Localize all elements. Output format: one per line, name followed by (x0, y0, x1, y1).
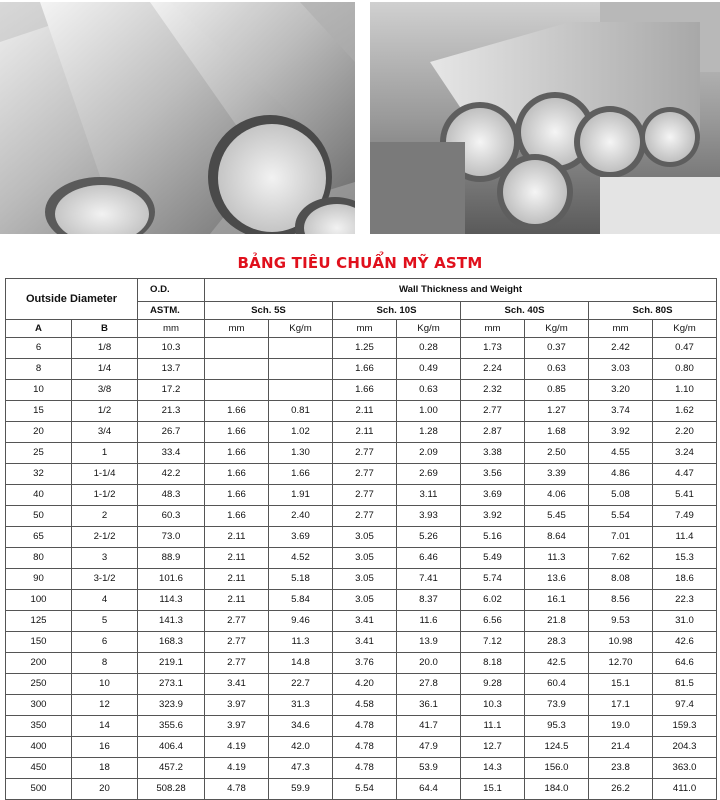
cell-od: 21.3 (138, 401, 205, 422)
cell-sch80s-kg: 0.80 (653, 359, 717, 380)
cell-od: 406.4 (138, 737, 205, 758)
cell-sch5s-mm: 1.66 (205, 443, 269, 464)
cell-b: 12 (72, 695, 138, 716)
cell-b: 5 (72, 611, 138, 632)
cell-b: 1-1/4 (72, 464, 138, 485)
cell-sch10s-kg: 7.41 (397, 569, 461, 590)
cell-b: 3 (72, 548, 138, 569)
table-row (6, 758, 717, 779)
table-row (6, 464, 717, 485)
cell-sch10s-mm: 3.05 (333, 569, 397, 590)
cell-sch40s-kg: 8.64 (525, 527, 589, 548)
cell-sch40s-mm: 14.3 (461, 758, 525, 779)
cell-sch80s-mm: 8.56 (589, 590, 653, 611)
table-row (6, 485, 717, 506)
cell-sch80s-mm: 21.4 (589, 737, 653, 758)
table-row (6, 380, 717, 401)
cell-sch40s-kg: 13.6 (525, 569, 589, 590)
cell-b: 18 (72, 758, 138, 779)
cell-sch80s-kg: 159.3 (653, 716, 717, 737)
cell-sch80s-kg: 31.0 (653, 611, 717, 632)
table-row (6, 674, 717, 695)
cell-sch5s-kg (269, 380, 333, 401)
cell-a: 8 (6, 359, 72, 380)
cell-sch40s-mm: 3.69 (461, 485, 525, 506)
cell-sch5s-mm: 2.11 (205, 569, 269, 590)
cell-od: 26.7 (138, 422, 205, 443)
sch-40s-mm-header: mm (461, 320, 525, 338)
cell-sch80s-mm: 10.98 (589, 632, 653, 653)
cell-sch40s-kg: 1.68 (525, 422, 589, 443)
sch-10s-header: Sch. 10S (333, 302, 461, 320)
cell-a: 350 (6, 716, 72, 737)
cell-sch5s-mm: 1.66 (205, 401, 269, 422)
cell-sch80s-mm: 23.8 (589, 758, 653, 779)
astm-header: ASTM. (138, 302, 205, 320)
cell-od: 33.4 (138, 443, 205, 464)
cell-sch10s-mm: 4.78 (333, 758, 397, 779)
cell-sch10s-mm: 3.41 (333, 632, 397, 653)
cell-sch80s-kg: 0.47 (653, 338, 717, 359)
cell-sch5s-mm: 1.66 (205, 422, 269, 443)
photo-strip (0, 0, 720, 240)
cell-sch10s-kg: 0.49 (397, 359, 461, 380)
cell-sch10s-kg: 3.11 (397, 485, 461, 506)
cell-sch40s-mm: 5.74 (461, 569, 525, 590)
table-row (6, 632, 717, 653)
cell-sch40s-mm: 11.1 (461, 716, 525, 737)
cell-a: 6 (6, 338, 72, 359)
table-row (6, 548, 717, 569)
cell-sch40s-kg: 16.1 (525, 590, 589, 611)
cell-sch80s-kg: 11.4 (653, 527, 717, 548)
cell-sch5s-kg (269, 359, 333, 380)
cell-sch40s-mm: 1.73 (461, 338, 525, 359)
cell-sch40s-kg: 4.06 (525, 485, 589, 506)
cell-sch80s-kg: 1.10 (653, 380, 717, 401)
cell-sch40s-kg: 0.37 (525, 338, 589, 359)
sch-80s-kg-header: Kg/m (653, 320, 717, 338)
cell-sch5s-kg: 34.6 (269, 716, 333, 737)
cell-a: 25 (6, 443, 72, 464)
cell-sch40s-mm: 9.28 (461, 674, 525, 695)
cell-sch40s-mm: 6.56 (461, 611, 525, 632)
cell-sch10s-mm: 5.54 (333, 779, 397, 800)
sch-80s-header: Sch. 80S (589, 302, 717, 320)
cell-sch40s-mm: 6.02 (461, 590, 525, 611)
cell-sch40s-mm: 8.18 (461, 653, 525, 674)
cell-sch10s-mm: 3.76 (333, 653, 397, 674)
cell-od: 60.3 (138, 506, 205, 527)
cell-b: 20 (72, 779, 138, 800)
cell-od: 219.1 (138, 653, 205, 674)
cell-sch40s-kg: 1.27 (525, 401, 589, 422)
cell-b: 1 (72, 443, 138, 464)
cell-sch10s-mm: 2.77 (333, 506, 397, 527)
cell-b: 3/8 (72, 380, 138, 401)
cell-sch10s-kg: 1.28 (397, 422, 461, 443)
table-row (6, 527, 717, 548)
cell-sch80s-mm: 8.08 (589, 569, 653, 590)
cell-sch40s-kg: 2.50 (525, 443, 589, 464)
cell-b: 1/8 (72, 338, 138, 359)
cell-sch10s-kg: 8.37 (397, 590, 461, 611)
wall-thickness-header: Wall Thickness and Weight (205, 279, 717, 302)
cell-sch10s-mm: 1.25 (333, 338, 397, 359)
cell-od: 48.3 (138, 485, 205, 506)
cell-sch80s-mm: 4.86 (589, 464, 653, 485)
sch-10s-kg-header: Kg/m (397, 320, 461, 338)
cell-od: 355.6 (138, 716, 205, 737)
cell-a: 500 (6, 779, 72, 800)
cell-sch40s-mm: 2.24 (461, 359, 525, 380)
sch-40s-kg-header: Kg/m (525, 320, 589, 338)
cell-sch5s-mm: 1.66 (205, 506, 269, 527)
cell-sch80s-mm: 5.54 (589, 506, 653, 527)
cell-sch10s-kg: 5.26 (397, 527, 461, 548)
cell-od: 273.1 (138, 674, 205, 695)
cell-od: 114.3 (138, 590, 205, 611)
cell-sch5s-kg: 1.91 (269, 485, 333, 506)
cell-od: 88.9 (138, 548, 205, 569)
table-title: BẢNG TIÊU CHUẨN MỸ ASTM (237, 254, 483, 272)
cell-sch10s-mm: 2.77 (333, 464, 397, 485)
cell-sch80s-mm: 3.03 (589, 359, 653, 380)
cell-sch80s-mm: 9.53 (589, 611, 653, 632)
cell-sch40s-mm: 3.38 (461, 443, 525, 464)
cell-sch5s-kg: 11.3 (269, 632, 333, 653)
cell-sch80s-mm: 19.0 (589, 716, 653, 737)
cell-sch40s-kg: 124.5 (525, 737, 589, 758)
cell-sch80s-kg: 3.24 (653, 443, 717, 464)
cell-od: 13.7 (138, 359, 205, 380)
cell-a: 32 (6, 464, 72, 485)
cell-sch5s-kg: 1.30 (269, 443, 333, 464)
cell-sch40s-kg: 73.9 (525, 695, 589, 716)
cell-sch10s-mm: 1.66 (333, 380, 397, 401)
table-row (6, 422, 717, 443)
cell-sch10s-kg: 0.63 (397, 380, 461, 401)
cell-sch80s-mm: 3.20 (589, 380, 653, 401)
cell-sch10s-kg: 3.93 (397, 506, 461, 527)
cell-a: 150 (6, 632, 72, 653)
cell-sch80s-mm: 3.74 (589, 401, 653, 422)
cell-sch5s-mm (205, 380, 269, 401)
cell-sch5s-kg: 1.02 (269, 422, 333, 443)
cell-sch40s-mm: 15.1 (461, 779, 525, 800)
cell-sch5s-kg: 42.0 (269, 737, 333, 758)
cell-sch10s-kg: 1.00 (397, 401, 461, 422)
cell-a: 10 (6, 380, 72, 401)
cell-od: 10.3 (138, 338, 205, 359)
cell-sch80s-mm: 12.70 (589, 653, 653, 674)
cell-sch40s-kg: 5.45 (525, 506, 589, 527)
cell-a: 15 (6, 401, 72, 422)
cell-sch10s-mm: 2.77 (333, 443, 397, 464)
cell-sch10s-mm: 2.11 (333, 422, 397, 443)
table-body (6, 338, 717, 800)
cell-sch10s-kg: 53.9 (397, 758, 461, 779)
table-row (6, 338, 717, 359)
cell-sch80s-kg: 5.41 (653, 485, 717, 506)
cell-a: 250 (6, 674, 72, 695)
cell-sch5s-mm: 3.97 (205, 716, 269, 737)
cell-b: 6 (72, 632, 138, 653)
cell-sch80s-kg: 97.4 (653, 695, 717, 716)
cell-sch5s-mm (205, 338, 269, 359)
cell-sch10s-mm: 2.77 (333, 485, 397, 506)
cell-sch10s-kg: 6.46 (397, 548, 461, 569)
cell-sch80s-kg: 7.49 (653, 506, 717, 527)
astm-pipe-spec-table (5, 278, 717, 800)
cell-a: 400 (6, 737, 72, 758)
cell-a: 450 (6, 758, 72, 779)
cell-a: 200 (6, 653, 72, 674)
cell-sch5s-mm: 4.19 (205, 737, 269, 758)
cell-sch5s-kg: 1.66 (269, 464, 333, 485)
cell-sch10s-mm: 4.78 (333, 737, 397, 758)
cell-sch10s-mm: 4.58 (333, 695, 397, 716)
cell-sch5s-kg: 0.81 (269, 401, 333, 422)
cell-sch40s-mm: 2.32 (461, 380, 525, 401)
table-row (6, 611, 717, 632)
cell-sch80s-kg: 15.3 (653, 548, 717, 569)
sch-5s-mm-header: mm (205, 320, 269, 338)
cell-sch80s-kg: 363.0 (653, 758, 717, 779)
table-row (6, 401, 717, 422)
cell-sch40s-mm: 2.87 (461, 422, 525, 443)
cell-sch40s-kg: 0.85 (525, 380, 589, 401)
cell-b: 3/4 (72, 422, 138, 443)
cell-sch10s-kg: 27.8 (397, 674, 461, 695)
cell-sch10s-kg: 20.0 (397, 653, 461, 674)
cell-sch5s-mm: 2.11 (205, 527, 269, 548)
table-row (6, 737, 717, 758)
cell-sch80s-kg: 2.20 (653, 422, 717, 443)
cell-b: 1/4 (72, 359, 138, 380)
cell-sch40s-kg: 95.3 (525, 716, 589, 737)
sch-5s-kg-header: Kg/m (269, 320, 333, 338)
cell-sch5s-kg: 4.52 (269, 548, 333, 569)
cell-sch80s-mm: 5.08 (589, 485, 653, 506)
cell-sch80s-mm: 3.92 (589, 422, 653, 443)
cell-sch5s-kg: 59.9 (269, 779, 333, 800)
cell-sch80s-mm: 15.1 (589, 674, 653, 695)
pipes-warehouse-photo (370, 2, 720, 234)
cell-od: 42.2 (138, 464, 205, 485)
cell-sch5s-mm: 2.77 (205, 653, 269, 674)
cell-b: 2 (72, 506, 138, 527)
cell-sch40s-kg: 21.8 (525, 611, 589, 632)
table-row (6, 653, 717, 674)
cell-a: 90 (6, 569, 72, 590)
cell-sch10s-kg: 11.6 (397, 611, 461, 632)
cell-a: 80 (6, 548, 72, 569)
cell-b: 3-1/2 (72, 569, 138, 590)
cell-sch5s-mm: 2.11 (205, 548, 269, 569)
cell-sch5s-kg (269, 338, 333, 359)
cell-sch10s-kg: 2.69 (397, 464, 461, 485)
cell-sch40s-mm: 2.77 (461, 401, 525, 422)
cell-sch10s-mm: 3.05 (333, 590, 397, 611)
cell-sch10s-kg: 13.9 (397, 632, 461, 653)
cell-sch5s-mm: 2.11 (205, 590, 269, 611)
cell-a: 50 (6, 506, 72, 527)
cell-sch5s-kg: 9.46 (269, 611, 333, 632)
cell-b: 14 (72, 716, 138, 737)
table-row (6, 359, 717, 380)
cell-sch10s-mm: 3.41 (333, 611, 397, 632)
cell-od: 508.28 (138, 779, 205, 800)
cell-sch80s-kg: 42.6 (653, 632, 717, 653)
cell-sch10s-mm: 3.05 (333, 548, 397, 569)
table-row (6, 695, 717, 716)
cell-sch80s-kg: 4.47 (653, 464, 717, 485)
table-row (6, 569, 717, 590)
cell-sch5s-mm: 4.78 (205, 779, 269, 800)
cell-sch5s-mm: 2.77 (205, 632, 269, 653)
cell-sch10s-kg: 64.4 (397, 779, 461, 800)
cell-b: 4 (72, 590, 138, 611)
cell-sch5s-kg: 14.8 (269, 653, 333, 674)
cell-b: 1-1/2 (72, 485, 138, 506)
cell-sch5s-mm: 1.66 (205, 464, 269, 485)
od-header: O.D. (138, 279, 205, 302)
col-b-header: B (72, 320, 138, 338)
cell-sch10s-mm: 4.20 (333, 674, 397, 695)
cell-sch80s-mm: 2.42 (589, 338, 653, 359)
cell-a: 20 (6, 422, 72, 443)
cell-sch40s-kg: 42.5 (525, 653, 589, 674)
cell-b: 1/2 (72, 401, 138, 422)
cell-sch10s-kg: 36.1 (397, 695, 461, 716)
cell-sch40s-mm: 7.12 (461, 632, 525, 653)
cell-od: 17.2 (138, 380, 205, 401)
cell-sch80s-kg: 1.62 (653, 401, 717, 422)
cell-sch5s-kg: 5.84 (269, 590, 333, 611)
cell-sch80s-kg: 81.5 (653, 674, 717, 695)
cell-sch5s-mm: 4.19 (205, 758, 269, 779)
cell-a: 300 (6, 695, 72, 716)
table-row (6, 506, 717, 527)
cell-od: 168.3 (138, 632, 205, 653)
cell-sch5s-kg: 2.40 (269, 506, 333, 527)
cell-sch40s-kg: 3.39 (525, 464, 589, 485)
cell-sch5s-mm: 1.66 (205, 485, 269, 506)
cell-sch40s-kg: 11.3 (525, 548, 589, 569)
cell-a: 100 (6, 590, 72, 611)
cell-sch5s-mm (205, 359, 269, 380)
cell-sch40s-mm: 5.16 (461, 527, 525, 548)
cell-sch80s-kg: 204.3 (653, 737, 717, 758)
cell-od: 73.0 (138, 527, 205, 548)
cell-sch80s-mm: 7.01 (589, 527, 653, 548)
cell-a: 65 (6, 527, 72, 548)
cell-sch40s-mm: 5.49 (461, 548, 525, 569)
cell-sch5s-kg: 5.18 (269, 569, 333, 590)
cell-b: 16 (72, 737, 138, 758)
cell-sch80s-mm: 7.62 (589, 548, 653, 569)
cell-sch40s-mm: 12.7 (461, 737, 525, 758)
cell-sch10s-mm: 3.05 (333, 527, 397, 548)
cell-od: 323.9 (138, 695, 205, 716)
sch-40s-header: Sch. 40S (461, 302, 589, 320)
cell-sch5s-kg: 47.3 (269, 758, 333, 779)
cell-sch40s-kg: 184.0 (525, 779, 589, 800)
cell-b: 2-1/2 (72, 527, 138, 548)
cell-sch80s-mm: 4.55 (589, 443, 653, 464)
cell-sch80s-mm: 26.2 (589, 779, 653, 800)
cell-sch5s-kg: 3.69 (269, 527, 333, 548)
cell-sch40s-kg: 156.0 (525, 758, 589, 779)
cell-sch40s-kg: 28.3 (525, 632, 589, 653)
cell-sch10s-mm: 1.66 (333, 359, 397, 380)
cell-sch80s-kg: 18.6 (653, 569, 717, 590)
table-row (6, 716, 717, 737)
cell-sch80s-kg: 22.3 (653, 590, 717, 611)
cell-sch5s-mm: 3.41 (205, 674, 269, 695)
cell-od: 457.2 (138, 758, 205, 779)
cell-od: 101.6 (138, 569, 205, 590)
cell-sch5s-mm: 2.77 (205, 611, 269, 632)
cell-sch80s-mm: 17.1 (589, 695, 653, 716)
cell-sch40s-kg: 60.4 (525, 674, 589, 695)
cell-sch10s-kg: 47.9 (397, 737, 461, 758)
pipes-closeup-photo (0, 2, 355, 234)
cell-a: 40 (6, 485, 72, 506)
cell-a: 125 (6, 611, 72, 632)
cell-b: 10 (72, 674, 138, 695)
sch-10s-mm-header: mm (333, 320, 397, 338)
table-row (6, 779, 717, 800)
table-row (6, 443, 717, 464)
cell-sch5s-mm: 3.97 (205, 695, 269, 716)
cell-sch10s-kg: 0.28 (397, 338, 461, 359)
cell-sch40s-mm: 3.92 (461, 506, 525, 527)
cell-sch5s-kg: 31.3 (269, 695, 333, 716)
sch-5s-header: Sch. 5S (205, 302, 333, 320)
cell-sch40s-kg: 0.63 (525, 359, 589, 380)
cell-od: 141.3 (138, 611, 205, 632)
cell-b: 8 (72, 653, 138, 674)
table-row (6, 590, 717, 611)
col-a-header: A (6, 320, 72, 338)
cell-sch5s-kg: 22.7 (269, 674, 333, 695)
cell-sch10s-mm: 2.11 (333, 401, 397, 422)
outside-diameter-header: Outside Diameter (6, 279, 138, 320)
cell-sch40s-mm: 3.56 (461, 464, 525, 485)
od-unit-header: mm (138, 320, 205, 338)
cell-sch10s-mm: 4.78 (333, 716, 397, 737)
cell-sch40s-mm: 10.3 (461, 695, 525, 716)
cell-sch80s-kg: 411.0 (653, 779, 717, 800)
cell-sch80s-kg: 64.6 (653, 653, 717, 674)
sch-80s-mm-header: mm (589, 320, 653, 338)
cell-sch10s-kg: 2.09 (397, 443, 461, 464)
cell-sch10s-kg: 41.7 (397, 716, 461, 737)
